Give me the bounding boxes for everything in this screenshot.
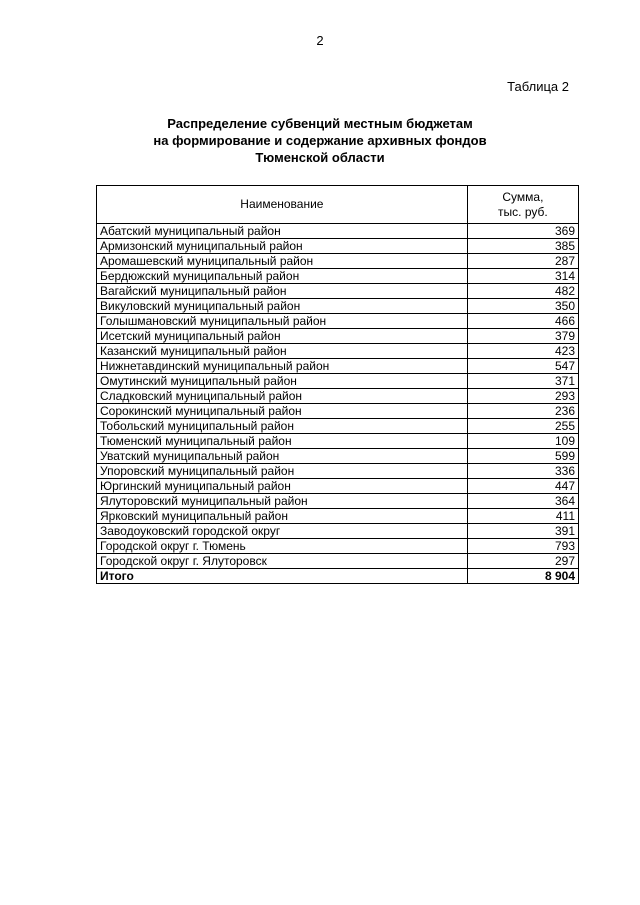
table-row	[97, 509, 579, 524]
row-value: 297	[467, 554, 578, 569]
row-value: 371	[467, 374, 578, 389]
page-number: 2	[316, 33, 324, 48]
table-row	[97, 434, 579, 449]
row-name: Городской округ г. Тюмень	[97, 539, 468, 554]
row-value: 466	[467, 314, 578, 329]
row-value: 411	[467, 509, 578, 524]
total-label: Итого	[97, 569, 468, 584]
row-value: 547	[467, 359, 578, 374]
header-sum	[467, 186, 578, 224]
row-value: 369	[467, 224, 578, 239]
row-name: Тюменский муниципальный район	[97, 434, 468, 449]
row-value: 482	[467, 284, 578, 299]
table-row	[97, 314, 579, 329]
row-name: Уватский муниципальный район	[97, 449, 468, 464]
row-name: Сорокинский муниципальный район	[97, 404, 468, 419]
row-name: Нижнетавдинский муниципальный район	[97, 359, 468, 374]
row-name: Голышмановский муниципальный район	[97, 314, 468, 329]
document-title	[0, 115, 640, 166]
row-name: Городской округ г. Ялуторовск	[97, 554, 468, 569]
row-value: 379	[467, 329, 578, 344]
row-value: 109	[467, 434, 578, 449]
row-value: 314	[467, 269, 578, 284]
row-name: Заводоуковский городской округ	[97, 524, 468, 539]
row-value: 391	[467, 524, 578, 539]
row-name: Сладковский муниципальный район	[97, 389, 468, 404]
header-sum-line2: тыс. руб.	[498, 204, 548, 219]
row-name: Аромашевский муниципальный район	[97, 254, 468, 269]
row-name: Ялуторовский муниципальный район	[97, 494, 468, 509]
table-row	[97, 299, 579, 314]
table-row	[97, 374, 579, 389]
row-name: Исетский муниципальный район	[97, 329, 468, 344]
header-sum-line1: Сумма,	[502, 189, 544, 204]
row-value: 385	[467, 239, 578, 254]
header-name: Наименование	[97, 186, 468, 224]
table-body	[97, 224, 579, 584]
table-row	[97, 449, 579, 464]
row-value: 293	[467, 389, 578, 404]
row-name: Вагайский муниципальный район	[97, 284, 468, 299]
row-name: Абатский муниципальный район	[97, 224, 468, 239]
total-row	[97, 569, 579, 584]
table-row	[97, 224, 579, 239]
row-name: Ярковский муниципальный район	[97, 509, 468, 524]
table-row	[97, 404, 579, 419]
row-value: 255	[467, 419, 578, 434]
table-row	[97, 479, 579, 494]
row-value: 364	[467, 494, 578, 509]
total-value: 8 904	[467, 569, 578, 584]
row-value: 287	[467, 254, 578, 269]
row-value: 336	[467, 464, 578, 479]
row-name: Бердюжский муниципальный район	[97, 269, 468, 284]
subventions-table	[96, 185, 579, 584]
row-name: Викуловский муниципальный район	[97, 299, 468, 314]
row-value: 599	[467, 449, 578, 464]
table-row	[97, 539, 579, 554]
row-value: 447	[467, 479, 578, 494]
row-name: Армизонский муниципальный район	[97, 239, 468, 254]
row-name: Юргинский муниципальный район	[97, 479, 468, 494]
table-row	[97, 419, 579, 434]
table-row	[97, 389, 579, 404]
table-row	[97, 554, 579, 569]
table-row	[97, 284, 579, 299]
table-row	[97, 359, 579, 374]
table-row	[97, 524, 579, 539]
table-row	[97, 329, 579, 344]
row-name: Тобольский муниципальный район	[97, 419, 468, 434]
table-row	[97, 254, 579, 269]
row-name: Омутинский муниципальный район	[97, 374, 468, 389]
row-name: Казанский муниципальный район	[97, 344, 468, 359]
row-value: 350	[467, 299, 578, 314]
table-header-row	[97, 186, 579, 224]
row-value: 793	[467, 539, 578, 554]
title-line-2: на формирование и содержание архивных фондов	[153, 133, 487, 148]
row-value: 423	[467, 344, 578, 359]
title-line-3: Тюменской области	[255, 150, 385, 165]
row-name: Упоровский муниципальный район	[97, 464, 468, 479]
table-row	[97, 464, 579, 479]
table-row	[97, 269, 579, 284]
row-value: 236	[467, 404, 578, 419]
table-row	[97, 239, 579, 254]
table-row	[97, 344, 579, 359]
title-line-1: Распределение субвенций местным бюджетам	[167, 116, 473, 131]
table-row	[97, 494, 579, 509]
table-label: Таблица 2	[507, 79, 569, 94]
